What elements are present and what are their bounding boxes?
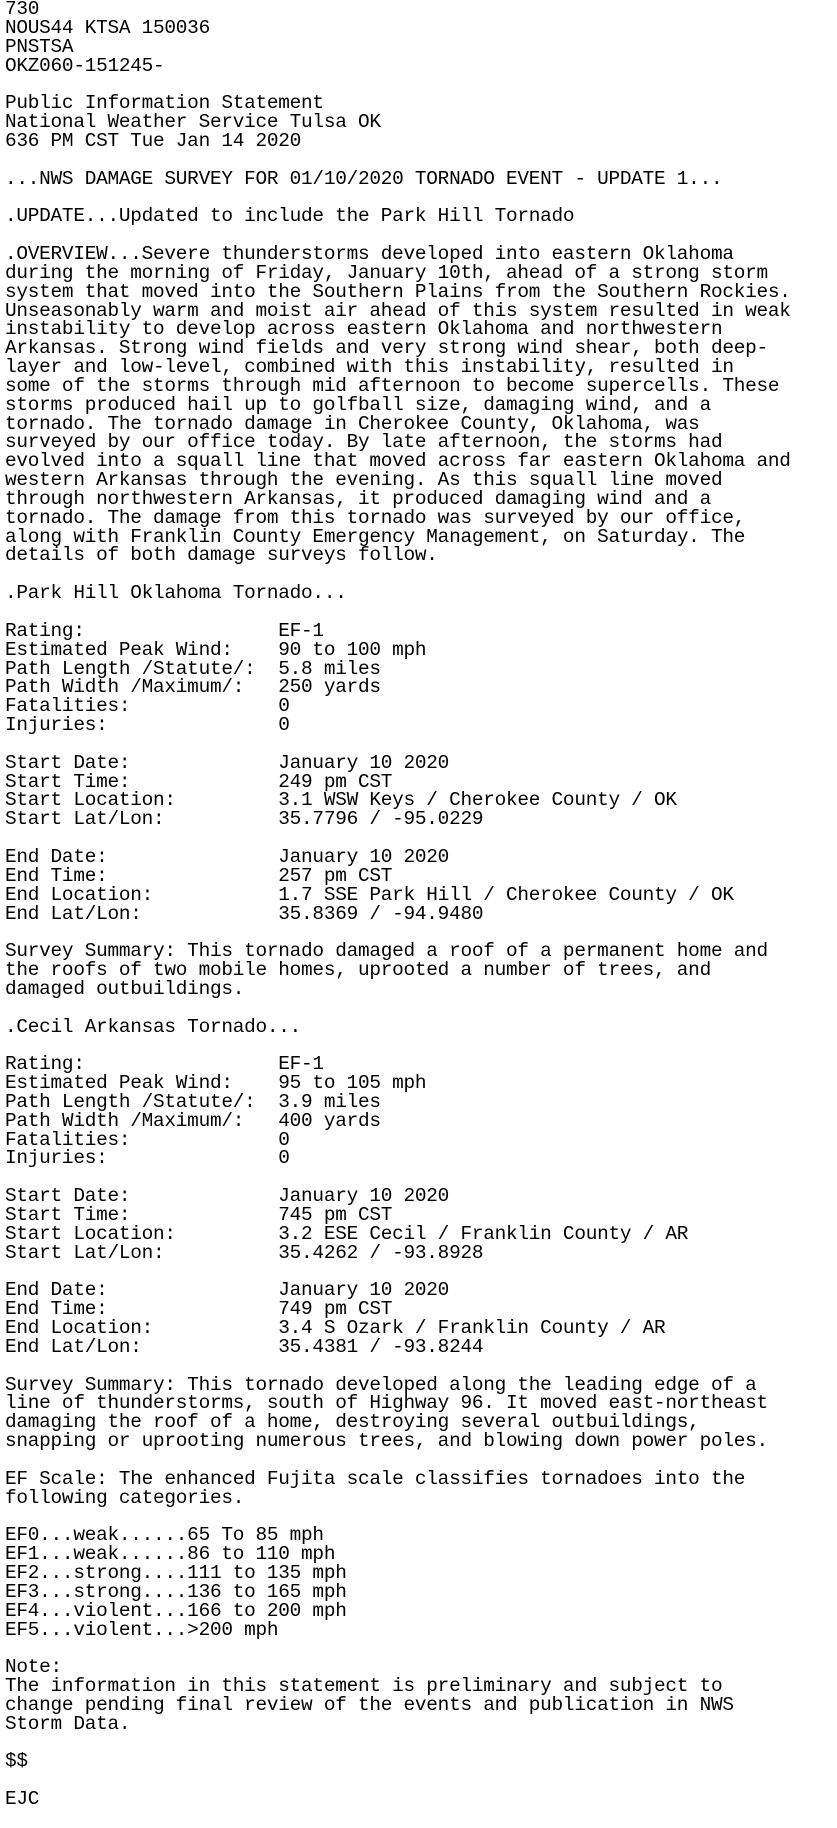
text-line: End Time: 749 pm CST — [5, 1298, 393, 1321]
blank-line — [5, 151, 837, 170]
text-line: Start Date: January 10 2020 — [5, 751, 450, 774]
text-line: western Arkansas through the evening. As this squall line moved — [5, 469, 723, 492]
text-line: EJC — [5, 1788, 40, 1811]
blank-line — [5, 1357, 837, 1376]
text-line: OKZ060-151245- — [5, 54, 165, 77]
text-line: following categories. — [5, 1486, 245, 1509]
text-line: some of the storms through mid afternoon to become supercells. These — [5, 374, 780, 397]
blank-line — [5, 999, 837, 1018]
text-line: change pending final review of the events and publication in NWS — [5, 1693, 734, 1716]
text-line: EF1...weak......86 to 110 mph — [5, 1543, 336, 1566]
text-line: the roofs of two mobile homes, uprooted a number of trees, and — [5, 959, 711, 982]
text-line: .Cecil Arkansas Tornado... — [5, 1015, 302, 1038]
text-line: storms produced hail up to golfball size, damaging wind, and a — [5, 393, 711, 416]
text-line: Start Time: 745 pm CST — [5, 1204, 393, 1226]
text-line: Start Lat/Lon: 35.4262 / -93.8928 — [5, 1241, 484, 1264]
text-line: End Lat/Lon: 35.8369 / -94.9480 — [5, 902, 484, 925]
text-line: system that moved into the Southern Plains from the Southern Rockies. — [5, 280, 791, 303]
text-line: EF3...strong....136 to 165 mph — [5, 1580, 347, 1603]
text-line: line of thunderstorms, south of Highway 96. It moved east-northeast — [5, 1392, 768, 1415]
text-line: Injuries: 0 — [5, 714, 290, 737]
text-line: Estimated Peak Wind: 90 to 100 mph — [5, 638, 427, 661]
text-line: EF0...weak......65 To 85 mph — [5, 1524, 324, 1547]
text-line: .UPDATE...Updated to include the Park Hill Tornado — [5, 205, 575, 228]
text-line: Public Information Statement — [5, 92, 324, 115]
text-line: Start Date: January 10 2020 — [5, 1185, 450, 1208]
text-line: Path Width /Maximum/: 250 yards — [5, 676, 381, 699]
text-line: Injuries: 0 — [5, 1147, 290, 1170]
text-line: EF4...violent...166 to 200 mph — [5, 1599, 347, 1622]
blank-line — [5, 1734, 837, 1753]
text-line: Storm Data. — [5, 1712, 131, 1735]
text-line: Start Location: 3.1 WSW Keys / Cherokee County / OK — [5, 789, 677, 812]
text-line: ...NWS DAMAGE SURVEY FOR 01/10/2020 TORNADO EVENT - UPDATE 1... — [5, 167, 723, 190]
text-line: tornado. The damage from this tornado was surveyed by our office, — [5, 506, 746, 529]
text-line: instability to develop across eastern Oklahoma and northwestern — [5, 318, 723, 341]
text-line: Rating: EF-1 — [5, 619, 324, 642]
text-line: layer and low-level, combined with this instability, resulted in — [5, 356, 734, 379]
blank-line — [5, 1639, 837, 1658]
text-line: End Lat/Lon: 35.4381 / -93.8244 — [5, 1335, 484, 1358]
text-line: surveyed by our office today. By late afternoon, the storms had — [5, 431, 723, 454]
text-line: snapping or uprooting numerous trees, and blowing down power poles. — [5, 1430, 768, 1453]
text-line: Path Length /Statute/: 5.8 miles — [5, 657, 381, 680]
text-line: EF5...violent...>200 mph — [5, 1618, 279, 1641]
text-line: during the morning of Friday, January 10th, ahead of a strong storm — [5, 261, 768, 284]
text-line: Fatalities: 0 — [5, 695, 290, 718]
text-line: Path Width /Maximum/: 400 yards — [5, 1109, 381, 1132]
text-line: Path Length /Statute/: 3.9 miles — [5, 1090, 381, 1113]
text-line: damaging the roof of a home, destroying several outbuildings, — [5, 1411, 700, 1434]
text-line: End Location: 1.7 SSE Park Hill / Cherokee County / OK — [5, 883, 734, 906]
text-line: End Date: January 10 2020 — [5, 845, 450, 868]
text-line: End Time: 257 pm CST — [5, 864, 393, 887]
text-line: End Date: January 10 2020 — [5, 1279, 450, 1302]
text-line: Start Time: 249 pm CST — [5, 770, 393, 793]
text-line: evolved into a squall line that moved across far eastern Oklahoma and — [5, 450, 791, 473]
blank-line — [5, 1451, 837, 1470]
text-line: Fatalities: 0 — [5, 1128, 290, 1151]
blank-line — [5, 1771, 837, 1790]
text-line: End Location: 3.4 S Ozark / Franklin County / AR — [5, 1317, 666, 1340]
text-line: EF2...strong....111 to 135 mph — [5, 1562, 347, 1585]
text-line: Rating: EF-1 — [5, 1053, 324, 1076]
text-line: Unseasonably warm and moist air ahead of this system resulted in weak — [5, 299, 791, 322]
blank-line — [5, 735, 837, 754]
text-line: tornado. The tornado damage in Cherokee County, Oklahoma, was — [5, 412, 700, 435]
text-line: The information in this statement is preliminary and subject to — [5, 1675, 723, 1698]
text-line: PNSTSA — [5, 35, 74, 58]
text-line: through northwestern Arkansas, it produced damaging wind and a — [5, 487, 711, 510]
text-line: NOUS44 KTSA 150036 — [5, 16, 210, 39]
text-line: Start Lat/Lon: 35.7796 / -95.0229 — [5, 808, 484, 831]
text-line: .OVERVIEW...Severe thunderstorms developed into eastern Oklahoma — [5, 242, 734, 265]
text-line: .Park Hill Oklahoma Tornado... — [5, 582, 347, 605]
text-line: damaged outbuildings. — [5, 977, 245, 1000]
text-line: Arkansas. Strong wind fields and very strong wind shear, both deep- — [5, 337, 768, 360]
text-line: Survey Summary: This tornado developed along the leading edge of a — [5, 1373, 757, 1396]
text-line: Estimated Peak Wind: 95 to 105 mph — [5, 1072, 427, 1095]
text-line: Survey Summary: This tornado damaged a roof of a permanent home and — [5, 940, 768, 963]
text-line: $$ — [5, 1750, 28, 1773]
text-line: Start Location: 3.2 ESE Cecil / Franklin County / AR — [5, 1222, 689, 1245]
text-line: National Weather Service Tulsa OK — [5, 111, 381, 134]
text-line: 636 PM CST Tue Jan 14 2020 — [5, 129, 302, 152]
text-line: Note: — [5, 1656, 62, 1679]
text-line: details of both damage surveys follow. — [5, 544, 438, 567]
text-line: 730 — [5, 0, 40, 20]
text-line: along with Franklin County Emergency Management, on Saturday. The — [5, 525, 746, 548]
text-line: EF Scale: The enhanced Fujita scale classifies tornadoes into the — [5, 1467, 746, 1490]
